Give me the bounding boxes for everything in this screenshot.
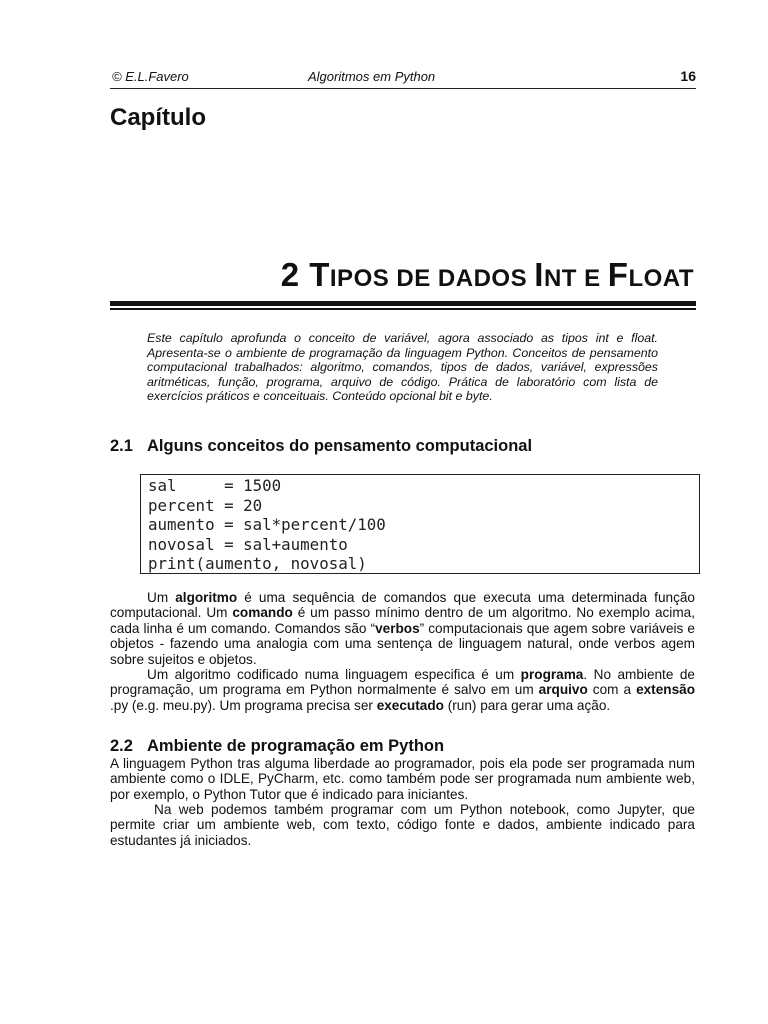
- chapter-abstract: Este capítulo aprofunda o conceito de variável, agora associado as tipos int e float. Apresenta-se o ambiente de programação da linguagem Python. Conceitos de pensamento computacional trabalhados: algoritmo, comandos, tipos de dados, variável, expressões aritméticas, função, programa, arquivo de código. Prática de laboratório com lista de exercícios práticos e conceituais. Conteúdo opcional bit e byte.: [147, 331, 658, 404]
- term-extensao: extensão: [636, 682, 695, 698]
- term-comando: comando: [232, 605, 293, 621]
- section-number: 2.1: [110, 437, 133, 455]
- chapter-label: Capítulo: [110, 104, 206, 131]
- term-arquivo: arquivo: [538, 682, 588, 698]
- author-credit: © E.L.Favero: [112, 69, 189, 84]
- title-rest-1: IPOS DE DADOS: [329, 265, 535, 292]
- section-heading-2-2: [110, 737, 444, 756]
- chapter-number: 2: [280, 256, 300, 293]
- title-cap-2: I: [534, 256, 544, 293]
- title-rest-2: NT E: [543, 265, 608, 292]
- term-algoritmo: algoritmo: [175, 590, 238, 605]
- title-rule-thick: [110, 301, 696, 306]
- term-verbos: verbos: [375, 620, 420, 636]
- title-cap-3: F: [607, 256, 629, 293]
- section-title: Alguns conceitos do pensamento computacional: [147, 437, 533, 455]
- term-programa: programa: [520, 667, 584, 682]
- code-block: [140, 474, 700, 574]
- paragraph-ambiente: A linguagem Python tras alguma liberdade ao programador, pois ela pode ser programada num ambiente como o IDLE, PyCharm, etc. como também pode ser programada num ambiente web, por exemplo, o Python Tutor que é indicado para iniciantes.: [110, 756, 695, 802]
- section-number: 2.2: [110, 737, 133, 755]
- page-number: 16: [680, 68, 696, 84]
- paragraph-programa: Um algoritmo codificado numa linguagem especifica é um programa. No ambiente de programação, um programa em Python normalmente é salvo em um arquivo com a extensão .py (e.g. meu.py). Um programa precisa ser executado (run) para gerar uma ação.: [110, 667, 695, 713]
- title-cap-1: T: [309, 256, 330, 293]
- code-line: print(aumento, novosal): [148, 554, 367, 573]
- code-line: aumento = sal*percent/100: [148, 515, 386, 534]
- title-rule-thin: [110, 308, 696, 310]
- code-line: novosal = sal+aumento: [148, 534, 348, 554]
- chapter-title: [281, 256, 694, 294]
- page-header: [110, 66, 696, 89]
- code-line: percent = 20: [148, 495, 263, 515]
- term-executado: executado: [376, 697, 444, 713]
- section-title: Ambiente de programação em Python: [147, 737, 445, 755]
- title-rest-3: LOAT: [628, 265, 694, 292]
- paragraph-web: Na web podemos também programar com um Python notebook, como Jupyter, que permite criar um ambiente web, com texto, código fonte e dados, ambiente indicado para estudantes já iniciados.: [110, 802, 695, 848]
- code-line: sal = 1500: [148, 476, 282, 495]
- section-heading-2-1: [110, 437, 532, 456]
- book-title: Algoritmos em Python: [308, 69, 436, 84]
- paragraph-algoritmo: Um algoritmo é uma sequência de comandos que executa uma determinada função computacional. Um comando é um passo mínimo dentro de um algoritmo. No exemplo acima, cada linha é um comando. Comandos são “verbos” computacionais que agem sobre variáveis e objetos - fazendo uma analogia com uma sentença de linguagem natural, onde verbos agem sobre sujeitos e objetos.: [110, 590, 695, 667]
